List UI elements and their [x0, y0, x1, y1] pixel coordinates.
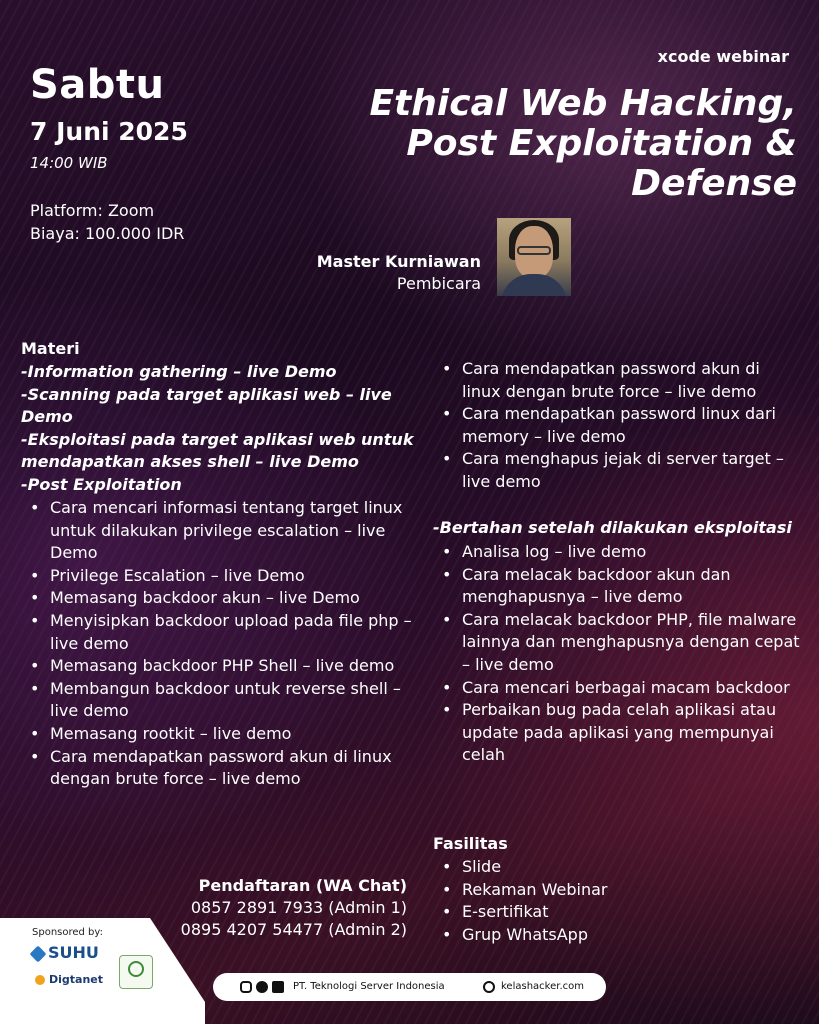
digtanet-logo-icon: [35, 975, 45, 985]
list-item: • E-sertifikat: [433, 901, 733, 924]
webinar-title: [327, 84, 797, 204]
sponsor-digtanet-logo: [35, 973, 103, 986]
list-item: • Cara mencari berbagai macam backdoor: [433, 677, 803, 700]
sponsor-suhu-logo: [32, 943, 99, 962]
list-item: • Grup WhatsApp: [433, 924, 733, 947]
list-item: • Cara melacak backdoor PHP, file malware lainnya dan menghapusnya dengan cepat – live demo: [433, 609, 803, 677]
sponsor-seal-logo: [119, 955, 153, 989]
list-item: • Cara mendapatkan password akun di linux dengan brute force – live demo: [21, 746, 421, 791]
list-item: • Memasang backdoor akun – live Demo: [21, 587, 421, 610]
sponsor-suhu-name: SUHU: [48, 943, 99, 962]
fasilitas-heading: Fasilitas: [433, 834, 508, 853]
suhu-logo-icon: [30, 945, 47, 962]
list-item: • Memasang rootkit – live demo: [21, 723, 421, 746]
footer-website-link[interactable]: kelashacker.com: [501, 981, 584, 992]
event-platform: Platform: Zoom: [30, 201, 155, 220]
topic-item: -Scanning pada target aplikasi web – live Demo: [21, 384, 392, 427]
instagram-icon[interactable]: [240, 981, 252, 993]
list-item: • Privilege Escalation – live Demo: [21, 565, 421, 588]
topic-item: -Eksploitasi pada target aplikasi web untuk mendapatkan akses shell – live Demo: [21, 429, 414, 472]
sponsor-digtanet-name: Digtanet: [49, 973, 104, 986]
seal-emblem-icon: [128, 961, 144, 977]
defense-list: [433, 541, 803, 767]
list-item: • Memasang backdoor PHP Shell – live demo: [21, 655, 421, 678]
registration-heading: Pendaftaran (WA Chat): [198, 876, 407, 895]
post-exploitation-list-continued: [433, 358, 803, 494]
event-date: 7 Juni 2025: [30, 117, 188, 146]
event-day: Sabtu: [30, 62, 165, 108]
registration-contact-2[interactable]: 0895 4207 54477 (Admin 2): [180, 920, 407, 939]
registration-contact-1[interactable]: 0857 2891 7933 (Admin 1): [190, 898, 407, 917]
title-line-1: Ethical Web Hacking,: [369, 83, 797, 124]
list-item: • Perbaikan bug pada celah aplikasi atau update pada aplikasi yang mempunyai celah: [433, 699, 803, 767]
materi-heading: Materi: [21, 339, 80, 358]
photo-shirt: [501, 274, 567, 296]
list-item: • Cara melacak backdoor akun dan menghapusnya – live demo: [433, 564, 803, 609]
defense-heading: -Bertahan setelah dilakukan eksploitasi: [433, 518, 792, 537]
list-item: • Cara menghapus jejak di server target – live demo: [433, 448, 803, 493]
materi-topics: [21, 361, 421, 497]
list-item: • Cara mencari informasi tentang target linux untuk dilakukan privilege escalation – live Demo: [21, 497, 421, 565]
speaker-name: Master Kurniawan: [316, 252, 481, 271]
event-time: 14:00 WIB: [30, 154, 108, 172]
list-item: • Analisa log – live demo: [433, 541, 803, 564]
globe-icon: [483, 981, 495, 993]
linkedin-icon[interactable]: [272, 981, 284, 993]
topic-item: -Information gathering – live Demo: [21, 362, 337, 381]
speaker-role: Pembicara: [396, 274, 481, 293]
speaker-photo: [497, 218, 571, 296]
photo-glasses: [517, 246, 551, 255]
list-item: • Slide: [433, 856, 733, 879]
post-exploitation-list: [21, 497, 421, 791]
list-item: • Rekaman Webinar: [433, 879, 733, 902]
footer-company: PT. Teknologi Server Indonesia: [293, 981, 445, 992]
title-line-3: Defense: [631, 163, 797, 204]
list-item: • Menyisipkan backdoor upload pada file php – live demo: [21, 610, 421, 655]
brand-label: xcode webinar: [657, 47, 789, 66]
title-line-2: Post Exploitation &: [406, 123, 797, 164]
youtube-icon[interactable]: [256, 981, 268, 993]
event-cost: Biaya: 100.000 IDR: [30, 224, 185, 243]
footer-bar: [213, 973, 606, 1001]
topic-item: -Post Exploitation: [21, 474, 182, 494]
list-item: • Cara mendapatkan password linux dari memory – live demo: [433, 403, 803, 448]
sponsor-label: Sponsored by:: [32, 927, 103, 938]
list-item: • Cara mendapatkan password akun di linux dengan brute force – live demo: [433, 358, 803, 403]
fasilitas-list: [433, 856, 733, 946]
list-item: • Membangun backdoor untuk reverse shell – live demo: [21, 678, 421, 723]
